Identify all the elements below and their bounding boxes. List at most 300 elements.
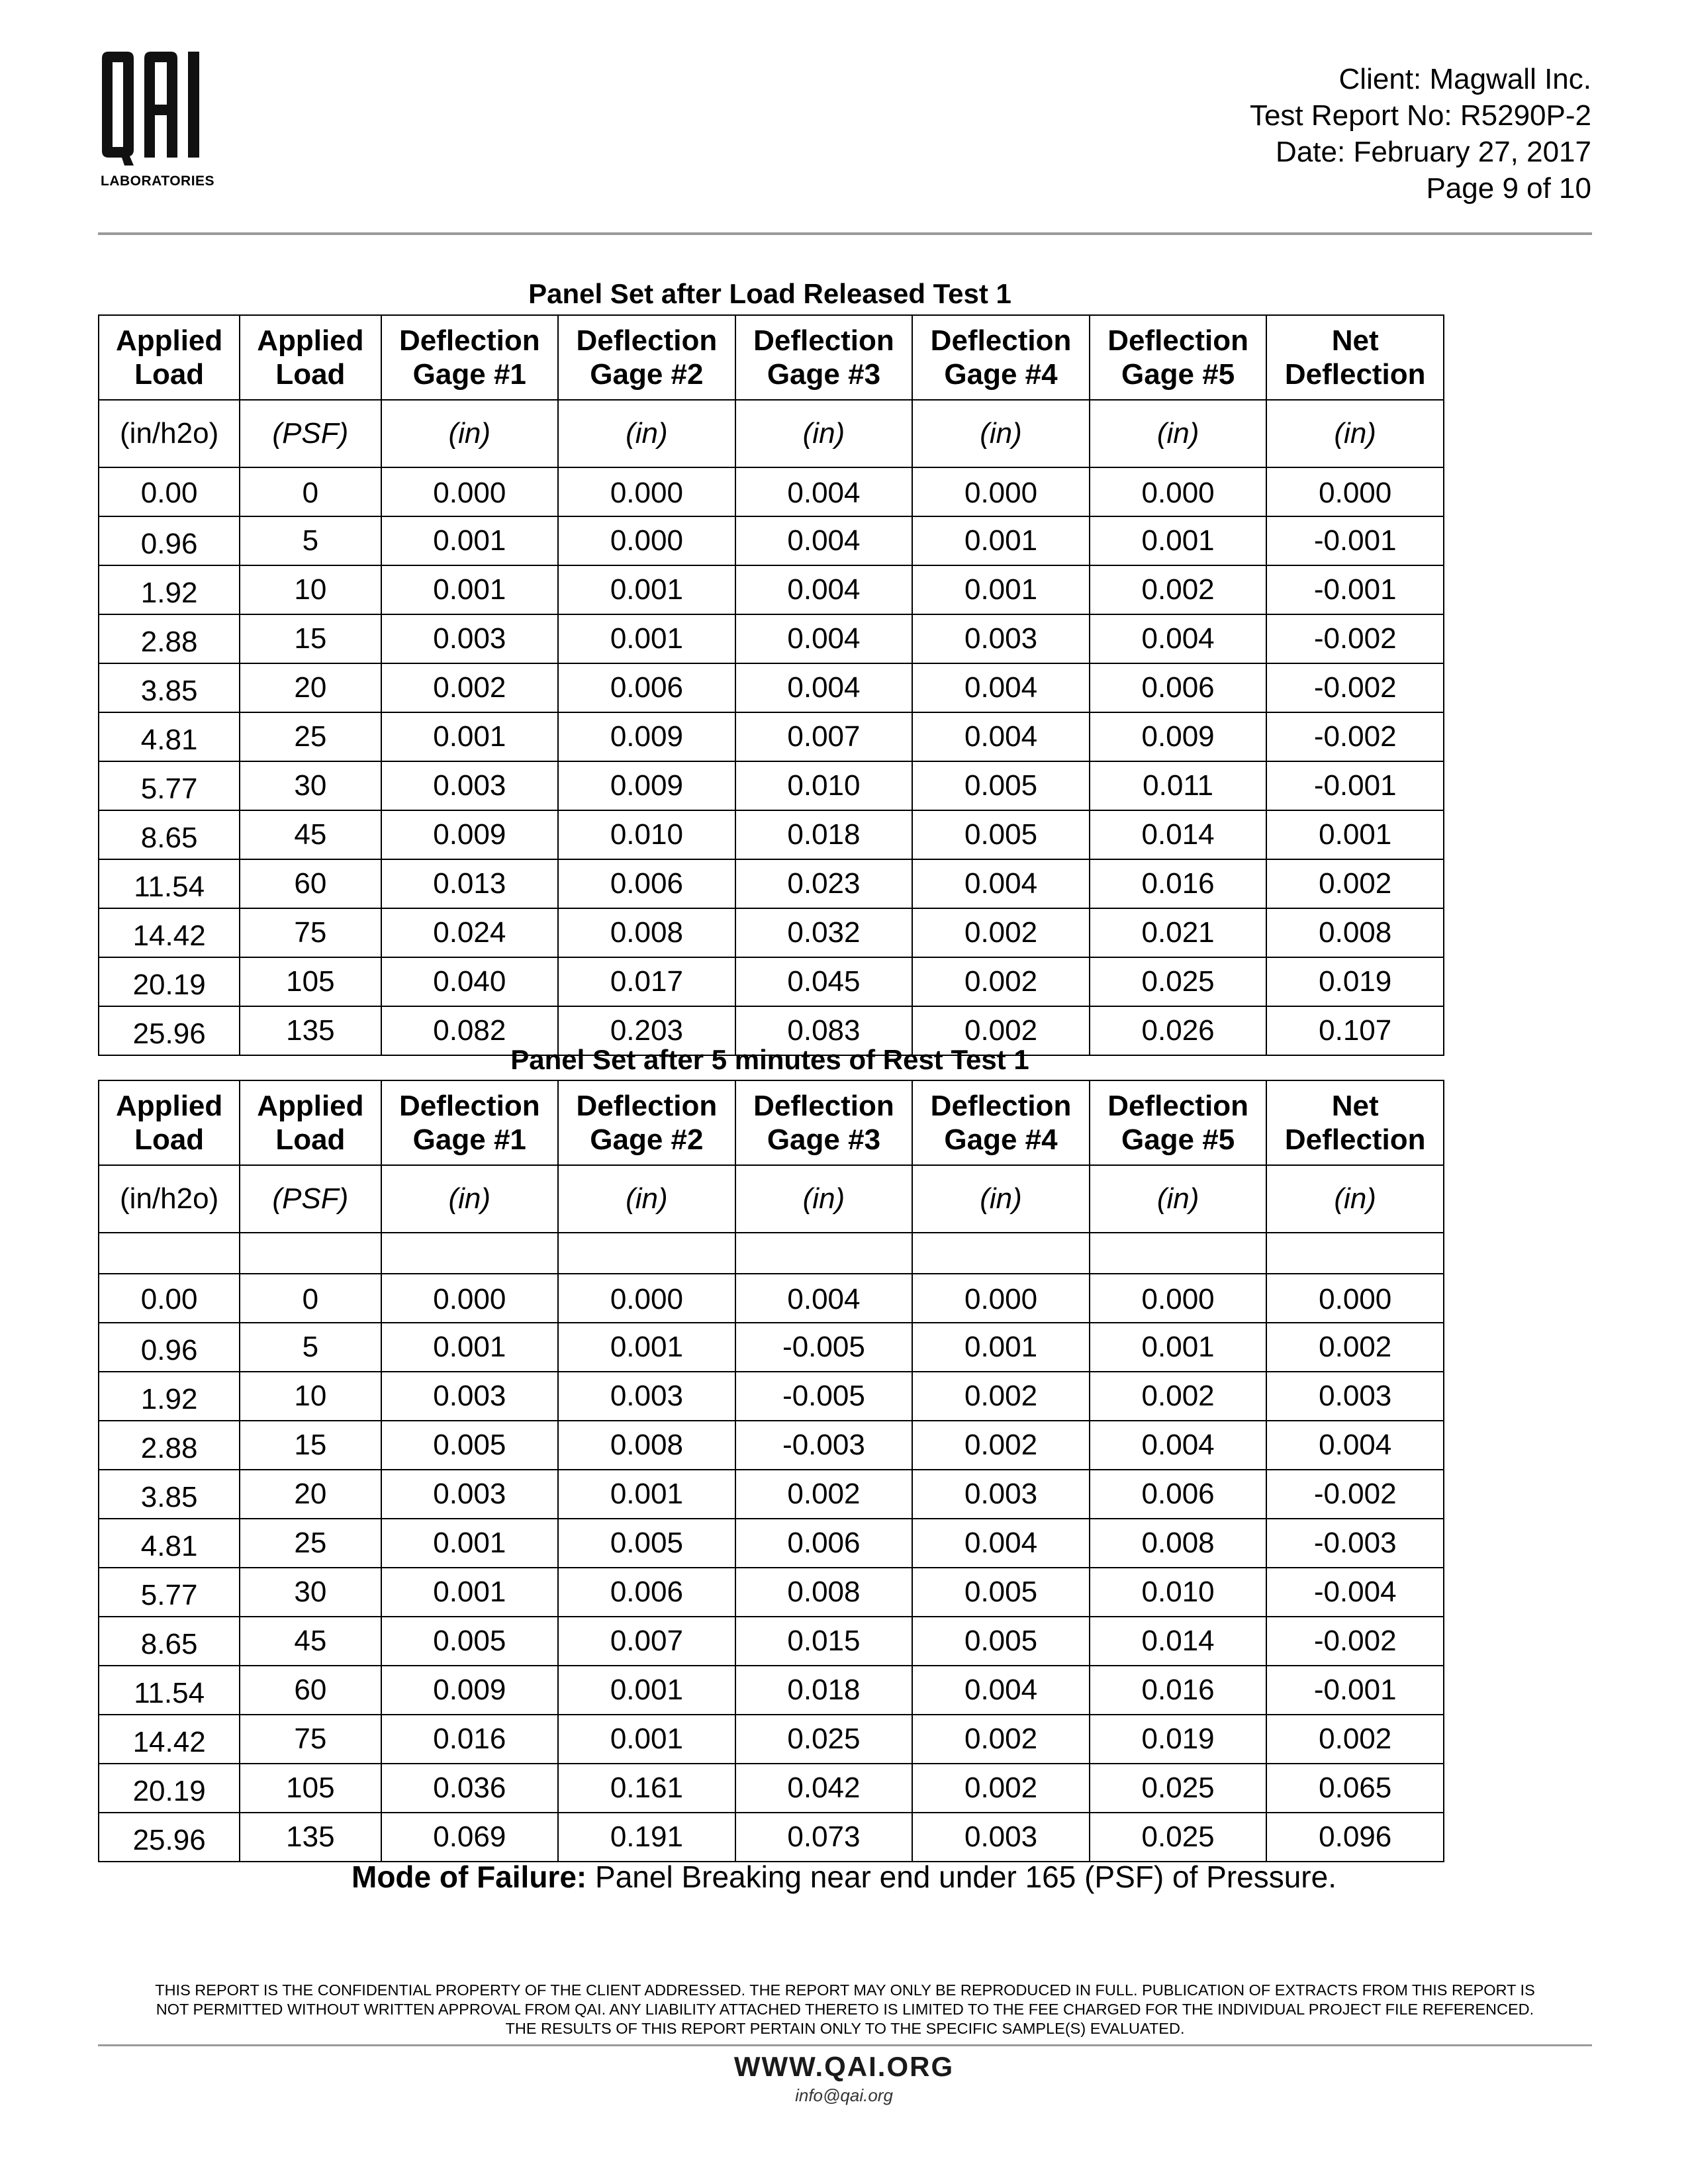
table-cell: -0.002 [1266,614,1444,663]
table-cell: 0.004 [735,516,913,565]
header-divider [98,232,1592,235]
page-number: Page 9 of 10 [1426,172,1591,205]
table-row [99,957,1444,1006]
table-cell: 0.040 [381,957,559,1006]
table-cell: 0.002 [912,908,1090,957]
blank-cell [912,1233,1090,1274]
table-cell: -0.005 [735,1372,913,1421]
table-cell: 14.42 [99,908,240,957]
column-header-line: Deflection [399,324,540,357]
table-cell: 20.19 [99,1764,240,1813]
column-header-line: Gage #1 [412,1123,526,1156]
table-cell: 0 [240,467,381,516]
table-cell: 0.083 [735,1006,913,1055]
table-cell: 0.001 [1090,1323,1267,1372]
table-cell: 0.005 [912,761,1090,810]
qai-logo-mark [98,52,224,167]
table-cell: 3.85 [99,1470,240,1519]
column-header [1266,315,1444,400]
mode-of-failure [0,1859,1688,1895]
table-cell: 4.81 [99,712,240,761]
column-header-line: Deflection [1107,1090,1248,1122]
table-cell: 0.006 [1090,663,1267,712]
table-cell: 0.025 [1090,957,1267,1006]
table-cell: 0.161 [558,1764,735,1813]
deflection-table-load-released [98,314,1444,1056]
column-header-line: Deflection [1284,358,1426,391]
table-row [99,908,1444,957]
table-cell: 25 [240,712,381,761]
table-cell: 0.004 [912,712,1090,761]
table-cell: 0.004 [912,663,1090,712]
table-row [99,1666,1444,1715]
column-unit: (in) [1266,400,1444,467]
column-header [240,315,381,400]
blank-row [99,1233,1444,1274]
table-cell: 45 [240,810,381,859]
table-cell: 2.88 [99,1421,240,1470]
table-cell: 0.001 [381,1323,559,1372]
column-unit: (in) [558,1165,735,1233]
table-cell: 0.003 [912,614,1090,663]
table-cell: 105 [240,1764,381,1813]
table-cell: 0.000 [912,1274,1090,1323]
table-cell: 0.082 [381,1006,559,1055]
table-cell: 0.009 [558,712,735,761]
column-header-line: Gage #1 [412,358,526,391]
report-date: Date: February 27, 2017 [1276,136,1591,168]
table-cell: 0.002 [912,1006,1090,1055]
report-number: Test Report No: R5290P-2 [1249,99,1591,132]
column-header [558,315,735,400]
column-header-line: Gage #3 [767,358,881,391]
table-cell: 60 [240,859,381,908]
table-cell: 25 [240,1519,381,1568]
table-cell: 0.000 [1266,1274,1444,1323]
table-cell: -0.003 [735,1421,913,1470]
logo-subtext: LABORATORIES [101,173,215,189]
table-cell: 8.65 [99,810,240,859]
table-cell: 0.003 [381,614,559,663]
mode-of-failure-label: Mode of Failure: [352,1860,587,1894]
column-unit: (in) [381,1165,559,1233]
table-cell: 0.013 [381,859,559,908]
table-cell: 0.000 [381,1274,559,1323]
table-row [99,614,1444,663]
table-cell: 0.003 [381,1470,559,1519]
table-cell: 0.002 [912,957,1090,1006]
table-cell: 0.005 [558,1519,735,1568]
header-row [99,1080,1444,1165]
column-header-line: Gage #4 [944,1123,1058,1156]
table-cell: 0.004 [912,1519,1090,1568]
column-header [240,1080,381,1165]
table-cell: 0.007 [735,712,913,761]
table-cell: 1.92 [99,1372,240,1421]
column-header [381,315,559,400]
table-cell: 0.000 [558,467,735,516]
table-cell: -0.005 [735,1323,913,1372]
column-header-line: Load [134,1123,205,1156]
column-unit: (in) [735,400,913,467]
table-cell: 8.65 [99,1617,240,1666]
table-cell: 0.004 [735,614,913,663]
table-cell: 135 [240,1006,381,1055]
table-cell: 0.003 [912,1813,1090,1862]
table-cell: 0.008 [1090,1519,1267,1568]
table-cell: 0.000 [1090,1274,1267,1323]
table-cell: 45 [240,1617,381,1666]
column-header-line: Gage #2 [590,358,704,391]
table-cell: 0.006 [558,663,735,712]
table-cell: 0.002 [912,1421,1090,1470]
table-row [99,1715,1444,1764]
table-cell: 0.000 [1266,467,1444,516]
table-cell: 0.001 [381,1568,559,1617]
table-cell: 0.003 [381,761,559,810]
column-header-line: Gage #4 [944,358,1058,391]
table-cell: 0.005 [912,1568,1090,1617]
table-row [99,663,1444,712]
table-cell: 0.025 [1090,1764,1267,1813]
table-cell: 75 [240,1715,381,1764]
table-cell: 0.005 [381,1421,559,1470]
table-cell: 0.017 [558,957,735,1006]
column-unit: (in/h2o) [99,1165,240,1233]
table-cell: 0.001 [912,565,1090,614]
column-header-line: Deflection [1107,324,1248,357]
column-header-line: Applied [115,1090,223,1122]
column-unit: (in/h2o) [99,400,240,467]
column-unit: (in) [912,1165,1090,1233]
email-link[interactable]: info@qai.org [795,2085,893,2105]
table-cell: -0.002 [1266,663,1444,712]
table-cell: 0.036 [381,1764,559,1813]
table-cell: 0.002 [1266,1715,1444,1764]
column-header-line: Deflection [576,1090,718,1122]
table-cell: 15 [240,614,381,663]
table-cell: 0.000 [1090,467,1267,516]
table-cell: 0.107 [1266,1006,1444,1055]
table-cell: 0.014 [1090,810,1267,859]
table-cell: 2.88 [99,614,240,663]
column-header-line: Deflection [1284,1123,1426,1156]
table-cell: 0.073 [735,1813,913,1862]
table-cell: 0.000 [558,516,735,565]
table-cell: 0.009 [1090,712,1267,761]
column-unit: (in) [1266,1165,1444,1233]
table-cell: 0.019 [1266,957,1444,1006]
table-cell: 0.026 [1090,1006,1267,1055]
table-cell: 0.00 [99,467,240,516]
column-unit: (PSF) [240,400,381,467]
column-header-line: Load [275,358,346,391]
column-header-line: Gage #3 [767,1123,881,1156]
blank-cell [240,1233,381,1274]
table-cell: 0.001 [381,565,559,614]
table-cell: 0.025 [1090,1813,1267,1862]
table-cell: 0.006 [558,1568,735,1617]
column-header-line: Deflection [576,324,718,357]
table-row [99,810,1444,859]
table-cell: -0.004 [1266,1568,1444,1617]
table-cell: 4.81 [99,1519,240,1568]
table-row [99,1372,1444,1421]
table-cell: 0.008 [735,1568,913,1617]
column-header [99,1080,240,1165]
table-cell: 0.001 [381,516,559,565]
qai-logo [98,52,224,191]
column-header [99,315,240,400]
table-cell: 0.002 [912,1372,1090,1421]
column-header-line: Net [1331,1090,1379,1122]
table-cell: 5 [240,1323,381,1372]
column-header [735,1080,913,1165]
table-cell: -0.003 [1266,1519,1444,1568]
table-cell: 11.54 [99,859,240,908]
table-cell: 0.203 [558,1006,735,1055]
table-cell: 0.006 [735,1519,913,1568]
table-cell: 0.001 [381,712,559,761]
blank-cell [1266,1233,1444,1274]
column-unit: (PSF) [240,1165,381,1233]
table-cell: 0.096 [1266,1813,1444,1862]
table-cell: 0.001 [558,1323,735,1372]
table-cell: 0.001 [558,1666,735,1715]
table-cell: 0.016 [381,1715,559,1764]
table-cell: 0.002 [1266,859,1444,908]
table-row [99,467,1444,516]
table-cell: -0.001 [1266,565,1444,614]
column-header [912,1080,1090,1165]
table-cell: 0.001 [381,1519,559,1568]
table-cell: 0.009 [558,761,735,810]
table-cell: 0.000 [912,467,1090,516]
table-cell: 0 [240,1274,381,1323]
table-cell: 5.77 [99,1568,240,1617]
table-cell: 0.002 [1090,1372,1267,1421]
column-header-line: Applied [257,1090,364,1122]
confidentiality-disclaimer [98,1981,1592,2038]
table-cell: 0.004 [735,565,913,614]
table-row [99,565,1444,614]
column-header [735,315,913,400]
deflection-table-rest [98,1080,1444,1862]
unit-row [99,400,1444,467]
table-cell: 0.004 [735,1274,913,1323]
table-row [99,1519,1444,1568]
table-cell: 0.006 [558,859,735,908]
table-cell: 0.000 [558,1274,735,1323]
table-title: Panel Set after Load Released Test 1 [528,278,1011,309]
table-cell: 0.025 [735,1715,913,1764]
table-cell: 135 [240,1813,381,1862]
table-cell: 0.008 [558,1421,735,1470]
table-cell: 5 [240,516,381,565]
table-row [99,1274,1444,1323]
table-cell: 0.009 [381,810,559,859]
column-header [381,1080,559,1165]
client-name: Client: Magwall Inc. [1338,63,1591,95]
table-cell: 0.00 [99,1274,240,1323]
table-cell: 0.010 [1090,1568,1267,1617]
header-row [99,315,1444,400]
column-header [1266,1080,1444,1165]
table-cell: 0.003 [381,1372,559,1421]
column-header-line: Gage #2 [590,1123,704,1156]
table-cell: 0.002 [1090,565,1267,614]
table-cell: 0.001 [912,516,1090,565]
table-cell: -0.001 [1266,516,1444,565]
column-header [1090,1080,1267,1165]
table-cell: -0.001 [1266,1666,1444,1715]
table-cell: 0.001 [1266,810,1444,859]
footer-divider [98,2044,1592,2046]
table-cell: 3.85 [99,663,240,712]
column-header-line: Load [134,358,205,391]
column-unit: (in) [735,1165,913,1233]
table-row [99,1470,1444,1519]
table-cell: 0.001 [558,614,735,663]
column-unit: (in) [1090,1165,1267,1233]
table-cell: 0.001 [558,565,735,614]
table-cell: 0.019 [1090,1715,1267,1764]
table-cell: 0.004 [1090,1421,1267,1470]
table-row [99,1813,1444,1862]
table-cell: 0.016 [1090,1666,1267,1715]
table-cell: 0.005 [912,810,1090,859]
column-unit: (in) [558,400,735,467]
table-cell: 0.045 [735,957,913,1006]
table-cell: 1.92 [99,565,240,614]
table-cell: 0.016 [1090,859,1267,908]
table-row [99,1323,1444,1372]
table-cell: 0.008 [1266,908,1444,957]
table-cell: 11.54 [99,1666,240,1715]
table-cell: 0.002 [912,1764,1090,1813]
table-cell: 30 [240,761,381,810]
table-cell: 0.004 [912,859,1090,908]
table-cell: 75 [240,908,381,957]
column-header-line: Gage #5 [1121,1123,1235,1156]
table-cell: 0.042 [735,1764,913,1813]
column-header-line: Deflection [399,1090,540,1122]
table-cell: 20 [240,1470,381,1519]
column-header-line: Net [1331,324,1379,357]
table-cell: 0.010 [558,810,735,859]
column-header-line: Load [275,1123,346,1156]
disclaimer-line: THIS REPORT IS THE CONFIDENTIAL PROPERTY OF THE CLIENT ADDRESSED. THE REPORT MAY ONLY BE REPRODUCED IN FULL. PUBLICATION OF EXTRACTS FROM THIS REPORT IS [155,1981,1535,1999]
unit-row [99,1165,1444,1233]
table-cell: 0.004 [912,1666,1090,1715]
column-header [912,315,1090,400]
table-cell: 0.023 [735,859,913,908]
table-cell: 0.96 [99,516,240,565]
table-cell: 0.032 [735,908,913,957]
column-unit: (in) [1090,400,1267,467]
table-cell: 10 [240,1372,381,1421]
column-header [558,1080,735,1165]
table-cell: 0.065 [1266,1764,1444,1813]
column-unit: (in) [912,400,1090,467]
table-row [99,1421,1444,1470]
table-cell: 25.96 [99,1813,240,1862]
table-cell: 15 [240,1421,381,1470]
table-cell: 0.000 [381,467,559,516]
table-cell: -0.002 [1266,1617,1444,1666]
blank-cell [558,1233,735,1274]
table-cell: 0.004 [1266,1421,1444,1470]
table-cell: 0.069 [381,1813,559,1862]
table-cell: 20.19 [99,957,240,1006]
table-row [99,516,1444,565]
report-header-info [1250,61,1591,207]
table-cell: -0.002 [1266,1470,1444,1519]
table-cell: 0.015 [735,1617,913,1666]
table-cell: 0.004 [1090,614,1267,663]
table-row [99,859,1444,908]
column-header-line: Deflection [930,324,1072,357]
table-cell: 0.001 [1090,516,1267,565]
table-cell: 0.003 [1266,1372,1444,1421]
table-cell: 0.002 [912,1715,1090,1764]
table-cell: 0.014 [1090,1617,1267,1666]
table-cell: 5.77 [99,761,240,810]
website-link[interactable]: WWW.QAI.ORG [733,2051,955,2082]
table-cell: 0.006 [1090,1470,1267,1519]
table-cell: 25.96 [99,1006,240,1055]
column-header-line: Applied [257,324,364,357]
table-cell: 0.004 [735,663,913,712]
column-header [1090,315,1267,400]
table-cell: 0.010 [735,761,913,810]
column-header-line: Deflection [753,1090,894,1122]
table-cell: 0.024 [381,908,559,957]
table-row [99,1617,1444,1666]
column-header-line: Applied [115,324,223,357]
column-header-line: Deflection [930,1090,1072,1122]
table-cell: 0.008 [558,908,735,957]
table-row [99,1568,1444,1617]
table-cell: 105 [240,957,381,1006]
table-cell: 0.018 [735,810,913,859]
table-cell: 0.005 [912,1617,1090,1666]
table-cell: 20 [240,663,381,712]
table-cell: 0.005 [381,1617,559,1666]
table-cell: 0.001 [558,1715,735,1764]
table-cell: 0.191 [558,1813,735,1862]
table-cell: 0.003 [558,1372,735,1421]
table-cell: 0.001 [912,1323,1090,1372]
table-row [99,712,1444,761]
table-cell: 10 [240,565,381,614]
blank-cell [381,1233,559,1274]
table-row [99,1764,1444,1813]
table-cell: 0.002 [735,1470,913,1519]
table-cell: 0.003 [912,1470,1090,1519]
table-cell: 14.42 [99,1715,240,1764]
table-cell: -0.001 [1266,761,1444,810]
table-cell: 0.009 [381,1666,559,1715]
column-header-line: Gage #5 [1121,358,1235,391]
table-row [99,761,1444,810]
table-cell: 0.011 [1090,761,1267,810]
table-cell: 0.002 [1266,1323,1444,1372]
disclaimer-line: NOT PERMITTED WITHOUT WRITTEN APPROVAL FROM QAI. ANY LIABILITY ATTACHED THERETO IS LIMITED TO THE FEE CHARGED FOR THE INDIVIDUAL PROJECT FILE REFERENCED. [156,2001,1534,2018]
column-unit: (in) [381,400,559,467]
table-cell: 60 [240,1666,381,1715]
table-cell: 0.004 [735,467,913,516]
